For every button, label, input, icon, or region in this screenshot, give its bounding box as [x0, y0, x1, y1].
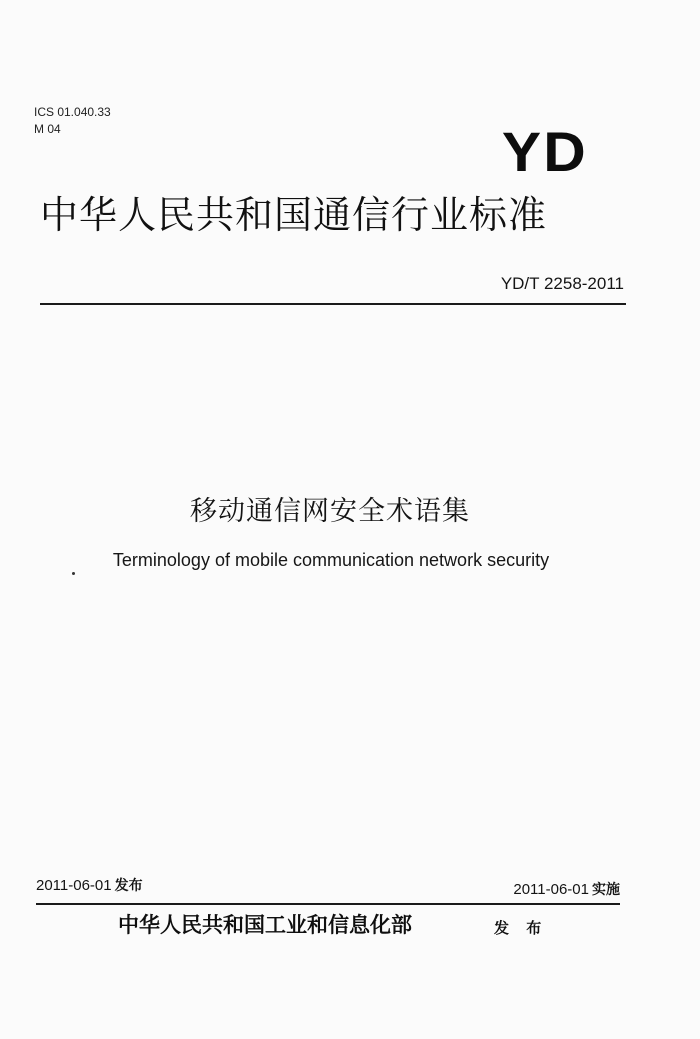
issuing-authority: 中华人民共和国工业和信息化部 — [118, 912, 412, 937]
issue-date-line — [36, 876, 143, 896]
ccs-code: M 04 — [34, 122, 61, 136]
issuing-authority-suffix: 发 布 — [494, 919, 548, 937]
implement-label: 实施 — [592, 882, 620, 898]
issue-date: 2011-06-01 — [36, 877, 112, 894]
document-title-en: Terminology of mobile communication network security — [112, 550, 550, 570]
footer-divider — [36, 903, 620, 905]
ics-code: ICS 01.040.33 — [34, 105, 111, 119]
standard-number: YD/T 2258-2011 — [500, 274, 624, 293]
standard-category-title: 中华人民共和国通信行业标准 — [40, 193, 548, 237]
classification-codes — [34, 104, 111, 138]
scan-speck — [72, 572, 75, 575]
implement-date-line — [513, 880, 620, 900]
header-divider — [40, 303, 626, 305]
yd-logo: YD — [502, 120, 588, 183]
document-title-cn: 移动通信网安全术语集 — [190, 496, 470, 527]
issue-label: 发布 — [114, 878, 143, 894]
implement-date: 2011-06-01 — [513, 881, 589, 898]
